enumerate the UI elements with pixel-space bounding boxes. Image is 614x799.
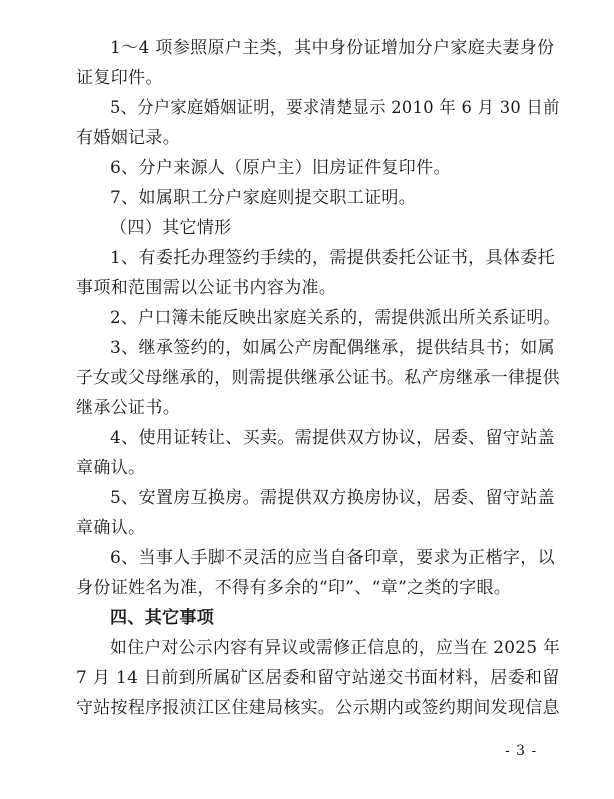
paragraph-line: 2、户口簿未能反映出家庭关系的，需提供派出所关系证明。 xyxy=(110,308,561,328)
paragraph-line: 身份证姓名为准，不得有多余的“印”、“章”之类的字眼。 xyxy=(76,578,512,598)
paragraph-line: 7 月 14 日前到所属矿区居委和留守站递交书面材料，居委和留 xyxy=(76,668,560,688)
paragraph-line: 继承公证书。 xyxy=(76,398,181,418)
paragraph-line: 7、如属职工分户家庭则提交职工证明。 xyxy=(110,188,417,208)
paragraph-line: 6、当事人手脚不灵活的应当自备印章，要求为正楷字，以 xyxy=(110,548,555,568)
paragraph-line: 1、有委托办理签约手续的，需提供委托公证书，具体委托 xyxy=(110,248,555,268)
paragraph-line: 守站按程序报浈江区住建局核实。公示期内或签约期间发现信息 xyxy=(76,698,560,718)
paragraph-line: 章确认。 xyxy=(76,458,146,478)
page-number: - 3 - xyxy=(505,743,538,759)
paragraph-line: 如住户对公示内容有异议或需修正信息的，应当在 2025 年 xyxy=(110,638,561,658)
paragraph-line: 证复印件。 xyxy=(76,68,163,88)
paragraph-line: 有婚姻记录。 xyxy=(76,128,181,148)
section-subheading: （四）其它情形 xyxy=(110,218,232,238)
paragraph-line: 5、安置房互换房。需提供双方换房协议，居委、留守站盖 xyxy=(110,488,555,508)
paragraph-line: 事项和范围需以公证书内容为准。 xyxy=(76,278,337,298)
paragraph-line: 6、分户来源人（原户主）旧房证件复印件。 xyxy=(110,158,451,178)
paragraph-line: 章确认。 xyxy=(76,518,146,538)
paragraph-line: 5、分户家庭婚姻证明，要求清楚显示 2010 年 6 月 30 日前 xyxy=(110,98,560,118)
section-heading: 四、其它事项 xyxy=(110,608,215,628)
paragraph-line: 子女或父母继承的，则需提供继承公证书。私产房继承一律提供 xyxy=(76,368,560,388)
paragraph-line: 4、使用证转让、买卖。需提供双方协议，居委、留守站盖 xyxy=(110,428,555,448)
paragraph-line: 3、继承签约的，如属公产房配偶继承，提供结具书；如属 xyxy=(110,338,555,358)
paragraph-line: 1～4 项参照原户主类，其中身份证增加分户家庭夫妻身份 xyxy=(110,38,555,58)
